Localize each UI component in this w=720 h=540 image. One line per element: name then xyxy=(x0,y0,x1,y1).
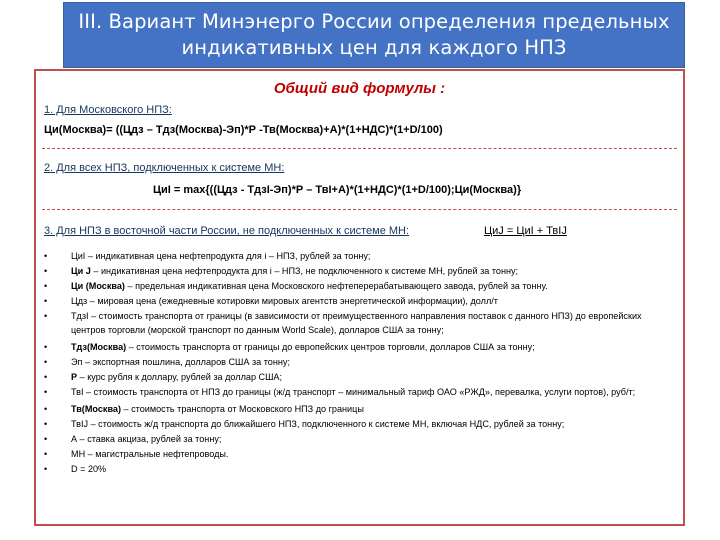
definition-item xyxy=(44,385,677,399)
definition-text: – ставка акциза, рублей за тонну; xyxy=(77,434,222,444)
definition-text: – предельная индикативная цена Московского нефтеперерабатывающего завода, рублей за тонну. xyxy=(124,281,548,291)
definition-text: – индикативная цена нефтепродукта для i – НПЗ, не подключенного к системе МН, рублей за тонну; xyxy=(90,266,519,276)
bullet-icon: • xyxy=(44,404,48,414)
bullet-icon: • xyxy=(44,419,48,429)
definition-text: – курс рубля к доллару, рублей за доллар США; xyxy=(77,372,283,382)
definition-term: Эп xyxy=(71,357,83,367)
definition-term: Тдз(Москва) xyxy=(71,342,127,352)
definition-item xyxy=(44,249,677,264)
content-box xyxy=(34,69,685,526)
definition-term: ТвI xyxy=(71,387,84,397)
section-1-heading: 1. Для Московского НПЗ: xyxy=(44,104,172,116)
definition-item xyxy=(44,432,677,447)
definition-text: – стоимость транспорта от границы до европейских центров торговли, долларов США за тонну; xyxy=(126,342,535,352)
definition-item xyxy=(44,462,677,477)
bullet-icon: • xyxy=(44,311,48,321)
definition-item xyxy=(44,402,677,417)
definition-text: – экспортная пошлина, долларов США за тонну; xyxy=(82,357,290,367)
definition-text: – стоимость транспорта от Московского НПЗ до границы xyxy=(121,404,364,414)
definition-item xyxy=(44,355,677,370)
bullet-icon: • xyxy=(44,372,48,382)
bullet-icon: • xyxy=(44,251,48,261)
bullet-icon: • xyxy=(44,434,48,444)
slide-title-line-1: III. Вариант Минэнерго России определения предельных xyxy=(78,10,670,33)
definition-text: – индикативная цена нефтепродукта для i – НПЗ, рублей за тонну; xyxy=(85,251,371,261)
definition-text: = 20% xyxy=(77,464,107,474)
bullet-icon: • xyxy=(44,357,48,367)
section-3-formula: ЦиJ = ЦиI + ТвIJ xyxy=(484,225,567,237)
section-separator-1 xyxy=(42,148,677,149)
definition-term: Ци J xyxy=(71,266,91,276)
section-2-heading: 2. Для всех НПЗ, подключенных к системе МН: xyxy=(44,162,285,174)
definition-text: – мировая цена (ежедневные котировки мировых агентств энергетической информации), долл/т xyxy=(87,296,498,306)
definition-term: Р xyxy=(71,372,78,382)
definition-term: МН xyxy=(71,449,86,459)
definitions-list xyxy=(44,249,677,477)
definition-item xyxy=(44,447,677,462)
definition-text: – стоимость ж/д транспорта до ближайшего НПЗ, подключенного к системе МН, включая НДС, рублей за тонну; xyxy=(88,419,565,429)
definition-item xyxy=(44,370,677,385)
bullet-icon: • xyxy=(44,464,48,474)
section-3-heading: 3. Для НПЗ в восточной части России, не подключенных к системе МН: xyxy=(44,225,410,237)
definition-term: ТвIJ xyxy=(71,419,89,429)
definition-term: Тв(Москва) xyxy=(71,404,122,414)
bullet-icon: • xyxy=(44,296,48,306)
definition-term: Цдз xyxy=(71,296,88,306)
bullet-icon: • xyxy=(44,281,48,291)
slide-title xyxy=(63,2,685,68)
definition-item xyxy=(44,340,677,355)
definition-item xyxy=(44,294,677,309)
bullet-icon: • xyxy=(44,342,48,352)
definition-text: – стоимость транспорта от НПЗ до границы (ж/д транспорт – минимальный тариф ОАО «РЖД», перевалка, услуги портов), руб/т; xyxy=(83,387,636,397)
section-separator-2 xyxy=(42,209,677,210)
definition-item xyxy=(44,417,677,432)
bullet-icon: • xyxy=(44,449,48,459)
definition-term: ТдзI xyxy=(71,311,89,321)
definition-item xyxy=(44,264,677,279)
definition-text: – стоимость транспорта от границы (в зависимости от преимущественного направления поставок с данного НПЗ) до европейских центров торговли (морской транспорт по данным World Scale), долларов США за тонну; xyxy=(71,311,642,335)
bullet-icon: • xyxy=(44,387,48,397)
definition-term: D xyxy=(71,464,78,474)
definition-item xyxy=(44,279,677,294)
section-1-formula: Ци(Москва)= ((Цдз – Тдз(Москва)-Эп)*Р -Тв(Москва)+А)*(1+НДС)*(1+D/100) xyxy=(44,124,443,136)
definition-term: Ци (Москва) xyxy=(71,281,125,291)
definition-term: А xyxy=(71,434,78,444)
definition-item xyxy=(44,309,677,337)
formula-subtitle: Общий вид формулы : xyxy=(273,80,446,97)
bullet-icon: • xyxy=(44,266,48,276)
definition-term: ЦиI xyxy=(71,251,86,261)
definition-text: – магистральные нефтепроводы. xyxy=(85,449,229,459)
section-2-formula: ЦиI = max{((Цдз - ТдзI-Эп)*Р – ТвI+А)*(1+НДС)*(1+D/100);Ци(Москва)} xyxy=(153,184,522,196)
slide-title-line-2: индикативных цен для каждого НПЗ xyxy=(181,36,567,59)
